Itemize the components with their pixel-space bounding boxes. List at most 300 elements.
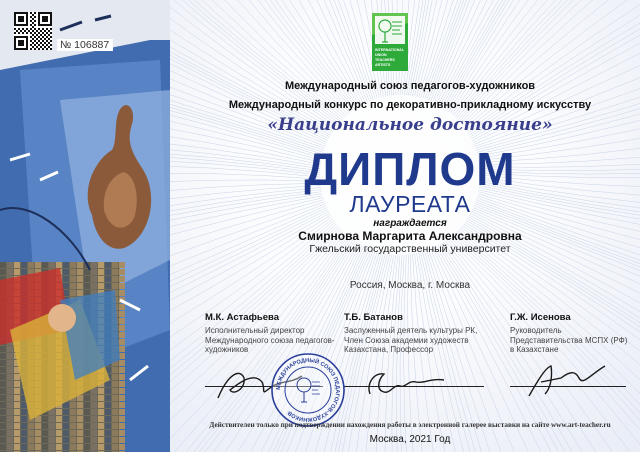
qr-module (40, 46, 42, 48)
qr-module (42, 24, 44, 26)
qr-module (50, 28, 52, 30)
background-ray (449, 0, 640, 112)
mosaic-tile (119, 437, 125, 443)
mosaic-tile (21, 437, 27, 443)
mosaic-tile (49, 416, 55, 422)
mosaic-tile (119, 416, 125, 422)
qr-module (20, 12, 22, 14)
mosaic-tile (0, 346, 6, 352)
qr-module (50, 22, 52, 24)
svg-text:ARTISTS: ARTISTS (375, 63, 391, 67)
qr-module (34, 20, 36, 22)
qr-module (14, 12, 16, 14)
mosaic-tile (14, 262, 20, 268)
mosaic-tile (77, 290, 83, 296)
qr-module (22, 40, 24, 42)
qr-module (22, 36, 24, 38)
qr-module (38, 22, 40, 24)
qr-module (40, 34, 42, 36)
qr-code (14, 12, 52, 50)
mosaic-tile (21, 430, 27, 436)
qr-module (30, 12, 32, 14)
qr-module (42, 16, 44, 18)
qr-module (42, 18, 44, 20)
qr-module (26, 36, 28, 38)
mosaic-tile (112, 276, 118, 282)
mosaic-tile (70, 402, 76, 408)
mosaic-tile (0, 402, 6, 408)
qr-module (14, 44, 16, 46)
qr-module (26, 46, 28, 48)
mosaic-tile (0, 381, 6, 387)
qr-module (44, 16, 46, 18)
mosaic-tile (98, 269, 104, 275)
qr-module (38, 44, 40, 46)
mosaic-tile (84, 423, 90, 429)
mosaic-tile (119, 318, 125, 324)
mosaic-tile (63, 283, 69, 289)
qr-module (50, 32, 52, 34)
mosaic-tile (0, 360, 6, 366)
mosaic-tile (70, 423, 76, 429)
mosaic-tile (112, 416, 118, 422)
qr-module (48, 34, 50, 36)
mosaic-tile (105, 409, 111, 415)
mosaic-tile (14, 444, 20, 450)
qr-module (18, 20, 20, 22)
mosaic-tile (105, 430, 111, 436)
qr-module (16, 36, 18, 38)
qr-module (42, 48, 44, 50)
qr-module (42, 32, 44, 34)
mosaic-tile (119, 444, 125, 450)
qr-module (20, 36, 22, 38)
mosaic-tile (7, 360, 13, 366)
mosaic-tile (0, 353, 6, 359)
qr-module (26, 38, 28, 40)
mosaic-tile (70, 262, 76, 268)
mosaic-tile (91, 430, 97, 436)
qr-module (20, 30, 22, 32)
mosaic-tile (98, 402, 104, 408)
degree: ЛАУРЕАТА (349, 191, 471, 217)
mosaic-tile (112, 374, 118, 380)
mosaic-tile (70, 409, 76, 415)
mosaic-tile (84, 444, 90, 450)
mosaic-tile (112, 409, 118, 415)
qr-module (24, 12, 26, 14)
decorative-art-panel (0, 0, 170, 452)
qr-module (34, 44, 36, 46)
mosaic-tile (119, 430, 125, 436)
mosaic-tile (14, 395, 20, 401)
qr-module (42, 12, 44, 14)
mosaic-tile (0, 374, 6, 380)
mosaic-tile (0, 367, 6, 373)
signatory-role: Заслуженный деятель культуры РК, Член Союза академии художеств Казахстана, Профессор (344, 326, 478, 354)
contest-name: Международный конкурс по декоративно-прикладному искусству (228, 99, 592, 111)
qr-module (46, 20, 48, 22)
qr-module (18, 18, 20, 20)
mosaic-tile (0, 269, 6, 275)
mosaic-tile (56, 416, 62, 422)
mosaic-tile (35, 262, 41, 268)
qr-module (26, 24, 28, 26)
mosaic-tile (105, 283, 111, 289)
signatory-role: Руководитель Представительства МСПХ (РФ) в Казахстане (510, 326, 628, 354)
mosaic-tile (63, 262, 69, 268)
mosaic-tile (70, 437, 76, 443)
mosaic-tile (56, 444, 62, 450)
qr-module (18, 36, 20, 38)
mosaic-tile (91, 437, 97, 443)
mosaic-tile (119, 311, 125, 317)
mosaic-tile (84, 430, 90, 436)
qr-module (48, 30, 50, 32)
mosaic-tile (70, 290, 76, 296)
mosaic-tile (119, 381, 125, 387)
qr-module (14, 14, 16, 16)
qr-module (34, 28, 36, 30)
mosaic-tile (63, 423, 69, 429)
mosaic-tile (84, 283, 90, 289)
qr-module (24, 30, 26, 32)
qr-module (14, 24, 16, 26)
mosaic-tile (21, 262, 27, 268)
qr-module (32, 18, 34, 20)
signatory-name: М.К. Астафьева (205, 312, 280, 323)
mosaic-tile (42, 437, 48, 443)
qr-module (36, 42, 38, 44)
mosaic-tile (7, 374, 13, 380)
mosaic-tile (63, 437, 69, 443)
mosaic-tile (7, 388, 13, 394)
mosaic-tile (119, 325, 125, 331)
qr-module (38, 20, 40, 22)
qr-module (44, 38, 46, 40)
mosaic-tile (105, 269, 111, 275)
qr-module (48, 24, 50, 26)
qr-module (40, 38, 42, 40)
qr-module (38, 24, 40, 26)
mosaic-tile (119, 360, 125, 366)
qr-module (16, 30, 18, 32)
mosaic-tile (7, 430, 13, 436)
mosaic-tile (105, 416, 111, 422)
qr-module (18, 40, 20, 42)
mosaic-tile (42, 262, 48, 268)
mosaic-tile (49, 262, 55, 268)
contest-title: «Национальное достояние» (267, 115, 553, 135)
qr-module (22, 48, 24, 50)
signatory-name: Г.Ж. Исенова (510, 312, 571, 323)
organization-name: Международный союз педагогов-художников (284, 80, 536, 92)
qr-module (44, 46, 46, 48)
mosaic-tile (77, 402, 83, 408)
mosaic-tile (63, 269, 69, 275)
mosaic-tile (0, 395, 6, 401)
mosaic-tile (98, 276, 104, 282)
mosaic-tile (21, 416, 27, 422)
mosaic-tile (77, 423, 83, 429)
qr-module (22, 20, 24, 22)
qr-module (24, 24, 26, 26)
mosaic-tile (84, 416, 90, 422)
qr-module (20, 18, 22, 20)
qr-module (22, 16, 24, 18)
qr-module (14, 36, 16, 38)
qr-module (46, 32, 48, 34)
mosaic-tile (91, 402, 97, 408)
mosaic-tile (21, 402, 27, 408)
mosaic-tile (84, 276, 90, 282)
qr-module (34, 16, 36, 18)
qr-module (14, 42, 16, 44)
qr-module (42, 20, 44, 22)
qr-module (22, 12, 24, 14)
mosaic-tile (119, 290, 125, 296)
certificate-number: № 106887 (57, 39, 113, 51)
mosaic-tile (63, 416, 69, 422)
mosaic-tile (42, 430, 48, 436)
qr-module (26, 18, 28, 20)
qr-module (38, 18, 40, 20)
qr-module (42, 36, 44, 38)
qr-module (46, 12, 48, 14)
qr-module (18, 32, 20, 34)
qr-module (26, 14, 28, 16)
mosaic-tile (49, 430, 55, 436)
mosaic-tile (14, 269, 20, 275)
mosaic-tile (14, 409, 20, 415)
qr-module (22, 44, 24, 46)
mosaic-tile (7, 395, 13, 401)
qr-module (32, 30, 34, 32)
qr-module (46, 18, 48, 20)
qr-module (18, 12, 20, 14)
qr-module (20, 44, 22, 46)
qr-module (30, 28, 32, 30)
mosaic-tile (77, 430, 83, 436)
mosaic-tile (105, 444, 111, 450)
qr-module (46, 36, 48, 38)
stamp-text: МЕЖДУНАРОДНЫЙ СОЮЗ ПЕДАГОГОВ-ХУДОЖНИКОВ (275, 357, 341, 423)
qr-module (34, 12, 36, 14)
qr-module (40, 30, 42, 32)
qr-module (14, 22, 16, 24)
qr-module (38, 40, 40, 42)
qr-module (26, 20, 28, 22)
qr-module (30, 16, 32, 18)
mosaic-tile (77, 437, 83, 443)
mosaic-tile (119, 332, 125, 338)
mosaic-tile (7, 444, 13, 450)
qr-module (36, 30, 38, 32)
qr-module (30, 32, 32, 34)
svg-text:UNION: UNION (375, 53, 387, 57)
qr-module (30, 24, 32, 26)
qr-module (44, 30, 46, 32)
qr-module (46, 28, 48, 30)
mosaic-tile (91, 409, 97, 415)
qr-module (32, 46, 34, 48)
mosaic-tile (70, 269, 76, 275)
mosaic-tile (49, 423, 55, 429)
signatory-role: Исполнительный директор Международного союза педагогов-художников (205, 326, 335, 354)
mosaic-tile (56, 423, 62, 429)
mosaic-tile (7, 381, 13, 387)
qr-module (50, 18, 52, 20)
mosaic-tile (91, 283, 97, 289)
qr-module (36, 38, 38, 40)
mosaic-tile (112, 388, 118, 394)
qr-module (38, 12, 40, 14)
qr-module (26, 22, 28, 24)
qr-module (50, 14, 52, 16)
qr-module (44, 34, 46, 36)
qr-module (42, 28, 44, 30)
qr-module (22, 32, 24, 34)
mosaic-tile (112, 283, 118, 289)
qr-module (30, 40, 32, 42)
qr-module (14, 18, 16, 20)
mosaic-tile (42, 416, 48, 422)
mosaic-tile (119, 367, 125, 373)
mosaic-tile (119, 353, 125, 359)
mosaic-tile (35, 437, 41, 443)
mosaic-tile (70, 430, 76, 436)
mosaic-tile (98, 430, 104, 436)
mosaic-tile (98, 388, 104, 394)
mosaic-tile (56, 262, 62, 268)
qr-module (40, 12, 42, 14)
qr-module (18, 16, 20, 18)
qr-module (48, 42, 50, 44)
mosaic-tile (7, 367, 13, 373)
mosaic-tile (105, 276, 111, 282)
qr-module (50, 16, 52, 18)
qr-module (50, 24, 52, 26)
mosaic-tile (7, 346, 13, 352)
qr-module (48, 38, 50, 40)
qr-module (28, 30, 30, 32)
qr-module (38, 16, 40, 18)
mosaic-tile (91, 416, 97, 422)
signatory-3 (510, 312, 630, 355)
qr-module (26, 28, 28, 30)
mosaic-tile (70, 444, 76, 450)
qr-module (36, 46, 38, 48)
qr-module (32, 22, 34, 24)
qr-module (50, 12, 52, 14)
city-year: Москва, 2021 Год (369, 434, 451, 445)
qr-module (34, 48, 36, 50)
mosaic-tile (28, 444, 34, 450)
mosaic-tile (0, 444, 6, 450)
mosaic-tile (119, 395, 125, 401)
mosaic-tile (98, 409, 104, 415)
mosaic-tile (119, 346, 125, 352)
qr-module (30, 48, 32, 50)
mosaic-tile (112, 402, 118, 408)
mosaic-tile (112, 437, 118, 443)
mosaic-tile (119, 276, 125, 282)
mosaic-tile (0, 423, 6, 429)
mosaic-tile (112, 395, 118, 401)
mosaic-tile (42, 423, 48, 429)
mosaic-tile (119, 423, 125, 429)
mosaic-tile (112, 262, 118, 268)
qr-module (50, 40, 52, 42)
qr-module (14, 32, 16, 34)
mosaic-tile (119, 304, 125, 310)
mosaic-tile (105, 262, 111, 268)
mosaic-tile (119, 374, 125, 380)
qr-module (20, 40, 22, 42)
mosaic-tile (119, 409, 125, 415)
qr-module (32, 14, 34, 16)
mosaic-tile (21, 409, 27, 415)
qr-module (18, 24, 20, 26)
mosaic-tile (98, 395, 104, 401)
qr-module (44, 24, 46, 26)
qr-module (34, 40, 36, 42)
signatory-2 (344, 312, 484, 355)
qr-module (50, 36, 52, 38)
mosaic-tile (98, 416, 104, 422)
signature-2 (369, 374, 444, 394)
mosaic-tile (77, 416, 83, 422)
qr-module (46, 24, 48, 26)
qr-module (18, 48, 20, 50)
qr-module (22, 18, 24, 20)
qr-module (22, 42, 24, 44)
mosaic-tile (77, 409, 83, 415)
mosaic-tile (84, 395, 90, 401)
mosaic-tile (112, 381, 118, 387)
qr-module (44, 20, 46, 22)
signature-3 (515, 360, 615, 400)
qr-module (20, 42, 22, 44)
mosaic-tile (0, 430, 6, 436)
qr-module (50, 44, 52, 46)
qr-module (26, 44, 28, 46)
qr-module (26, 16, 28, 18)
mosaic-tile (56, 430, 62, 436)
mosaic-tile (35, 430, 41, 436)
qr-module (26, 40, 28, 42)
mosaic-tile (28, 262, 34, 268)
mosaic-tile (63, 276, 69, 282)
qr-module (16, 48, 18, 50)
qr-module (20, 24, 22, 26)
qr-module (22, 24, 24, 26)
signatory-1 (205, 312, 345, 355)
mosaic-tile (112, 367, 118, 373)
mosaic-tile (49, 437, 55, 443)
mosaic-tile (56, 409, 62, 415)
mosaic-tile (77, 269, 83, 275)
mosaic-tile (91, 276, 97, 282)
mosaic-tile (91, 395, 97, 401)
validity-note: Действителен только при подтверждении нахождения работы в электронной галерее выставки на сайте www.art-teacher.ru (209, 421, 611, 429)
qr-module (14, 38, 16, 40)
recipient-name: Смирнова Маргарита Александровна (298, 229, 522, 243)
mosaic-tile (105, 423, 111, 429)
qr-module (26, 32, 28, 34)
mosaic-tile (21, 444, 27, 450)
qr-module (24, 48, 26, 50)
